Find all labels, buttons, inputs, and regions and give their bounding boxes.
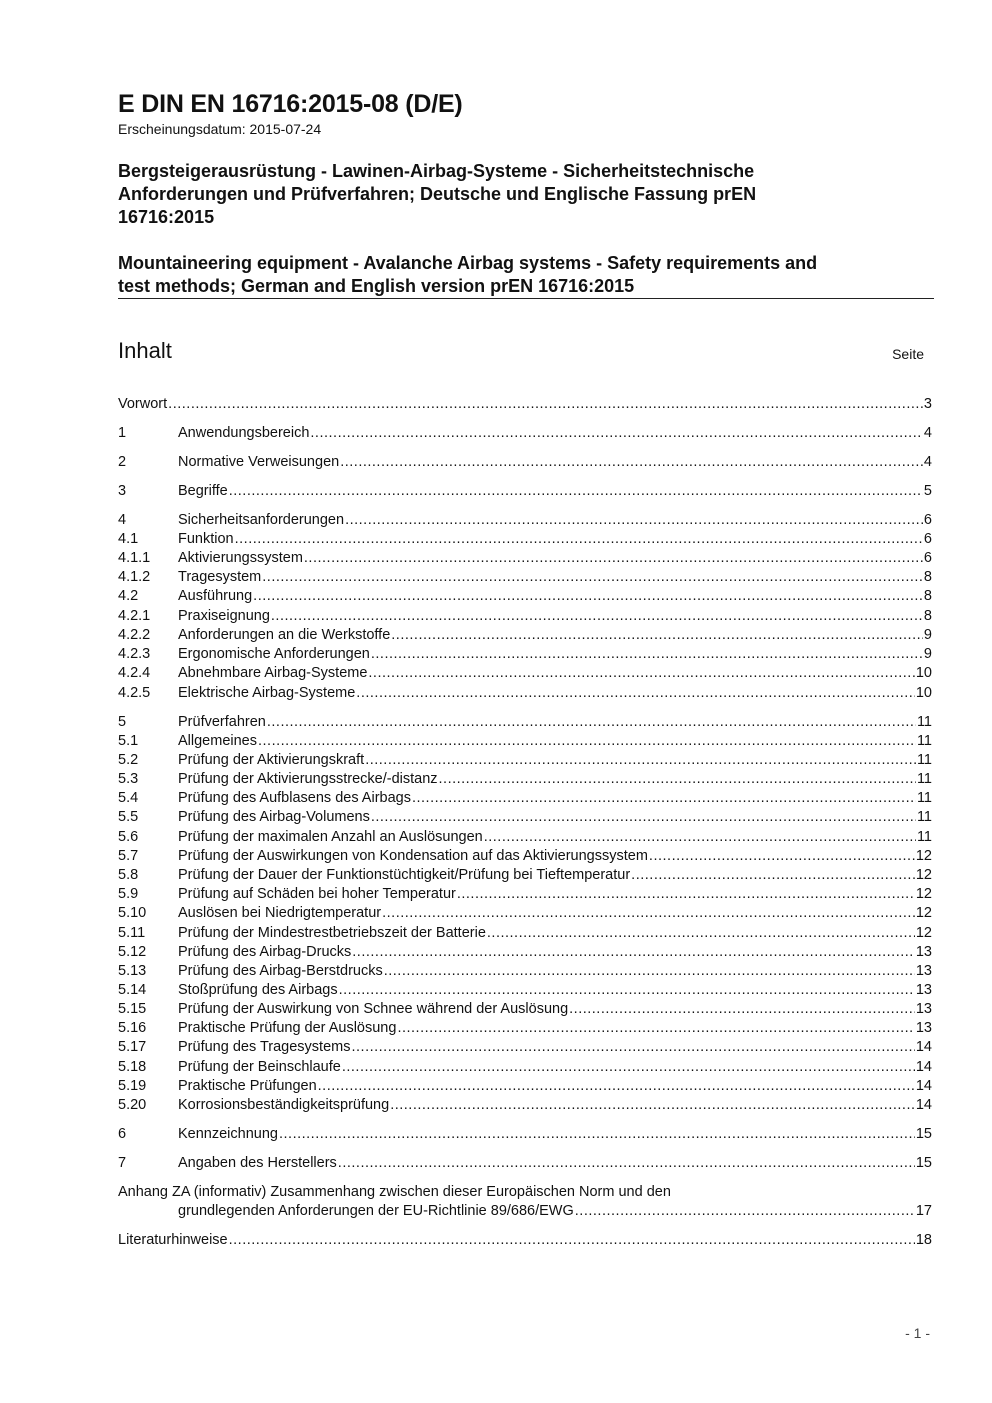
toc-entry-page: 4 [923,425,932,441]
toc-leader-dots [382,904,915,923]
toc-entry-title: Anforderungen an die Werkstoffe [178,627,391,643]
toc-entry-number: 2 [118,454,127,470]
toc-entry-title: Korrosionsbeständigkeitsprüfung [178,1097,390,1113]
toc-entry[interactable] [118,885,932,904]
toc-entry[interactable] [118,808,932,827]
toc-entry-page: 12 [915,905,932,921]
toc-leader-dots [649,847,915,866]
toc-entry-number: 5.5 [118,809,139,825]
toc-entry-number: 4.2.5 [118,685,151,701]
toc-entry[interactable] [118,453,932,472]
toc-entry[interactable] [118,530,932,549]
toc-entry[interactable] [118,424,932,443]
toc-entry[interactable] [118,395,932,414]
toc-entry-page: 6 [923,531,932,547]
toc-leader-dots [262,568,923,587]
toc-leader-dots [318,1077,915,1096]
toc-entry-title: Prüfung des Airbag-Volumens [178,809,370,825]
title-german-line: 16716:2015 [118,207,215,227]
toc-leader-dots [229,482,923,501]
toc-leader-dots [352,943,915,962]
toc-entry-page: 14 [915,1078,932,1094]
toc-entry-number: 5.8 [118,867,139,883]
toc-leader-dots [258,732,916,751]
toc-entry-title: Funktion [178,531,234,547]
toc-entry[interactable] [118,549,932,568]
toc-entry-title: Begriffe [178,483,228,499]
document-id: E DIN EN 16716:2015-08 (D/E) [118,90,463,118]
toc-entry-page: 9 [923,646,932,662]
toc-leader-dots [339,981,915,1000]
toc-entry-number: 4.2.4 [118,665,151,681]
toc-entry-title: Literaturhinweise [118,1232,228,1248]
toc-entry-title: Praxiseignung [178,608,270,624]
toc-entry-number: 5 [118,714,127,730]
title-german-line: Bergsteigerausrüstung - Lawinen-Airbag-Systeme - Sicherheitstechnische [118,161,755,181]
toc-leader-dots [271,607,923,626]
publication-date: Erscheinungsdatum: 2015-07-24 [118,121,322,137]
toc-entry-page: 14 [915,1039,932,1055]
toc-entry-number: 5.14 [118,982,147,998]
toc-entry-number: 5.11 [118,925,146,941]
toc-entry-page: 8 [923,588,932,604]
toc-entry-title: Prüfung der Auswirkungen von Kondensation auf das Aktivierungssystem [178,848,648,864]
toc-entry-title: Prüfung auf Schäden bei hoher Temperatur [178,886,456,902]
toc-entry-number: 5.3 [118,771,139,787]
toc-entry-number: 5.4 [118,790,139,806]
toc-leader-dots [457,885,915,904]
toc-entry[interactable] [118,789,932,808]
toc-entry-page: 12 [915,848,932,864]
toc-entry-title: grundlegenden Anforderungen der EU-Richtlinie 89/686/EWG [178,1203,574,1219]
toc-leader-dots [390,1096,915,1115]
toc-entry[interactable] [118,981,932,1000]
toc-entry-page: 11 [916,829,932,845]
toc-entry-page: 6 [923,550,932,566]
toc-entry-title: Prüfung der maximalen Anzahl an Auslösungen [178,829,483,845]
toc-entry-title: Prüfung der Dauer der Funktionstüchtigkeit/Prüfung bei Tieftemperatur [178,867,631,883]
toc-entry[interactable] [118,732,932,751]
toc-leader-dots [484,828,916,847]
toc-entry-title: Prüfung des Aufblasens des Airbags [178,790,411,806]
toc-entry-page: 13 [915,944,932,960]
toc-entry-page: 14 [915,1097,932,1113]
toc-entry-number: 5.1 [118,733,139,749]
toc-literature-entry[interactable] [118,1231,932,1250]
toc-leader-dots [368,664,914,683]
toc-entry-number: 4.1.2 [118,569,151,585]
toc-entry-title: Praktische Prüfung der Auslösung [178,1020,397,1036]
toc-entry-number: 4.1.1 [118,550,151,566]
toc-annex-line1: Anhang ZA (informativ) Zusammenhang zwischen dieser Europäischen Norm und den [118,1184,671,1200]
toc-entry-number: 5.15 [118,1001,147,1017]
toc-entry-title: Prüfung der Mindestrestbetriebszeit der Batterie [178,925,486,941]
toc-entry[interactable] [118,866,932,885]
toc-leader-dots [351,1038,914,1057]
toc-entry[interactable] [118,751,932,770]
toc-entry-title: Prüfverfahren [178,714,266,730]
toc-leader-dots [487,924,915,943]
toc-entry-number: 5.7 [118,848,139,864]
toc-entry-number: 5.16 [118,1020,147,1036]
toc-entry-number: 4.1 [118,531,139,547]
toc-entry-page: 18 [915,1232,932,1248]
toc-entry-page: 12 [915,886,932,902]
toc-entry-title: Prüfung der Beinschlaufe [178,1059,341,1075]
toc-entry-number: 7 [118,1155,127,1171]
toc-entry-title: Elektrische Airbag-Systeme [178,685,356,701]
toc-entry-page: 13 [915,1020,932,1036]
toc-entry-title: Prüfung der Aktivierungskraft [178,752,365,768]
toc-entry-page: 9 [923,627,932,643]
toc-entry-page: 11 [916,790,932,806]
toc-entry-title: Allgemeines [178,733,257,749]
toc-leader-dots [397,1019,914,1038]
toc-entry[interactable] [118,1038,932,1057]
toc-entry-page: 5 [923,483,932,499]
toc-heading: Inhalt [118,338,172,363]
toc-leader-dots [229,1231,915,1250]
toc-entry[interactable] [118,1096,932,1115]
toc-entry-number: 5.19 [118,1078,147,1094]
toc-entry[interactable] [118,713,932,732]
toc-entry-title: Prüfung der Aktivierungsstrecke/-distanz [178,771,438,787]
toc-annex-entry[interactable] [118,1202,932,1221]
toc-entry-title: Vorwort [118,396,168,412]
toc-entry[interactable] [118,568,932,587]
toc-entry[interactable] [118,847,932,866]
toc-entry-page: 11 [916,809,932,825]
toc-entry[interactable] [118,904,932,923]
toc-entry-number: 5.20 [118,1097,147,1113]
toc-entry[interactable] [118,943,932,962]
toc-entry[interactable] [118,1000,932,1019]
toc-entry[interactable] [118,1125,932,1144]
toc-entry-page: 10 [915,665,932,681]
toc-entry[interactable] [118,664,932,683]
toc-entry[interactable] [118,770,932,789]
toc-entry-title: Tragesystem [178,569,262,585]
toc-entry-title: Kennzeichnung [178,1126,278,1142]
title-german-line: Anforderungen und Prüfverfahren; Deutsche und Englische Fassung prEN [118,184,757,204]
toc-entry-title: Prüfung des Airbag-Berstdrucks [178,963,383,979]
toc-entry-page: 11 [916,714,932,730]
toc-entry[interactable] [118,924,932,943]
toc-entry-number: 5.6 [118,829,139,845]
toc-entry[interactable] [118,607,932,626]
toc-entry-page: 11 [916,733,932,749]
toc-leader-dots [439,770,916,789]
toc-entry-title: Normative Verweisungen [178,454,340,470]
toc-leader-dots [365,751,916,770]
toc-entry[interactable] [118,482,932,501]
toc-entry-page: 14 [915,1059,932,1075]
toc-entry-title: Prüfung des Tragesystems [178,1039,351,1055]
toc-entry-title: Prüfung des Airbag-Drucks [178,944,352,960]
toc-entry[interactable] [118,1077,932,1096]
toc-entry-page: 4 [923,454,932,470]
toc-entry-number: 5.13 [118,963,147,979]
toc-entry-title: Sicherheitsanforderungen [178,512,345,528]
toc-entry[interactable] [118,587,932,606]
toc-leader-dots [575,1202,915,1221]
toc-entry-title: Aktivierungssystem [178,550,303,566]
toc-entry-page: 8 [923,569,932,585]
toc-leader-dots [267,713,916,732]
toc-entry-page: 17 [915,1203,932,1219]
toc-entry[interactable] [118,1058,932,1077]
toc-entry-page: 13 [915,1001,932,1017]
toc-entry[interactable] [118,828,932,847]
toc-leader-dots [569,1000,915,1019]
toc-entry[interactable] [118,962,932,981]
toc-entry-title: Abnehmbare Airbag-Systeme [178,665,368,681]
toc-entry-title: Ausführung [178,588,253,604]
toc-entry-number: 1 [118,425,127,441]
toc-entry-number: 4.2.1 [118,608,151,624]
toc-leader-dots [310,424,923,443]
toc-entry-page: 11 [916,752,932,768]
toc-leader-dots [371,808,916,827]
toc-leader-dots [631,866,915,885]
toc-entry-title: Prüfung der Auswirkung von Schnee während der Auslösung [178,1001,569,1017]
toc-entry-number: 5.12 [118,944,147,960]
title-english [118,252,934,298]
toc-entry-number: 5.9 [118,886,139,902]
toc-entry-page: 6 [923,512,932,528]
title-english-line: test methods; German and English version prEN 16716:2015 [118,276,635,296]
toc-entry-page: 15 [915,1126,932,1142]
toc-entry-number: 5.18 [118,1059,147,1075]
toc-leader-dots [253,587,923,606]
toc-leader-dots [338,1154,915,1173]
toc-entry-number: 4.2.3 [118,646,151,662]
toc-page-column-label: Seite [892,346,924,362]
toc-leader-dots [356,684,915,703]
toc-leader-dots [391,626,923,645]
toc-entry[interactable] [118,645,932,664]
toc-leader-dots [384,962,915,981]
toc-entry-page: 13 [915,963,932,979]
toc-entry-page: 3 [923,396,932,412]
toc-leader-dots [340,453,923,472]
toc-entry-page: 12 [915,867,932,883]
toc-entry-number: 4 [118,512,127,528]
toc-entry-number: 4.2.2 [118,627,151,643]
toc-entry-title: Angaben des Herstellers [178,1155,337,1171]
header-divider [118,298,934,299]
toc-entry-page: 10 [915,685,932,701]
toc-entry-number: 6 [118,1126,127,1142]
toc-entry-page: 12 [915,925,932,941]
toc-entry[interactable] [118,626,932,645]
toc-leader-dots [168,395,923,414]
toc-entry-title: Anwendungsbereich [178,425,310,441]
toc-entry-number: 5.2 [118,752,139,768]
toc-leader-dots [345,511,923,530]
toc-entry-title: Stoßprüfung des Airbags [178,982,338,998]
toc-entry-page: 8 [923,608,932,624]
title-english-line: Mountaineering equipment - Avalanche Airbag systems - Safety requirements and [118,253,818,273]
toc-entry[interactable] [118,511,932,530]
toc-entry[interactable] [118,1019,932,1038]
title-german [118,160,934,229]
toc-entry-title: Auslösen bei Niedrigtemperatur [178,905,382,921]
toc-entry[interactable] [118,1154,932,1173]
toc-entry-page: 11 [916,771,932,787]
toc-entry-number: 4.2 [118,588,139,604]
toc-leader-dots [371,645,923,664]
toc-leader-dots [235,530,923,549]
toc-entry[interactable] [118,684,932,703]
page-number: - 1 - [905,1325,930,1341]
toc-entry-number: 5.17 [118,1039,147,1055]
toc-entry-page: 15 [915,1155,932,1171]
toc-leader-dots [279,1125,915,1144]
toc-leader-dots [342,1058,915,1077]
toc-entry-page: 13 [915,982,932,998]
toc-leader-dots [412,789,916,808]
toc-entry-title: Ergonomische Anforderungen [178,646,370,662]
toc-entry-title: Praktische Prüfungen [178,1078,317,1094]
toc-entry-number: 5.10 [118,905,147,921]
toc-leader-dots [304,549,923,568]
toc-entry-number: 3 [118,483,127,499]
